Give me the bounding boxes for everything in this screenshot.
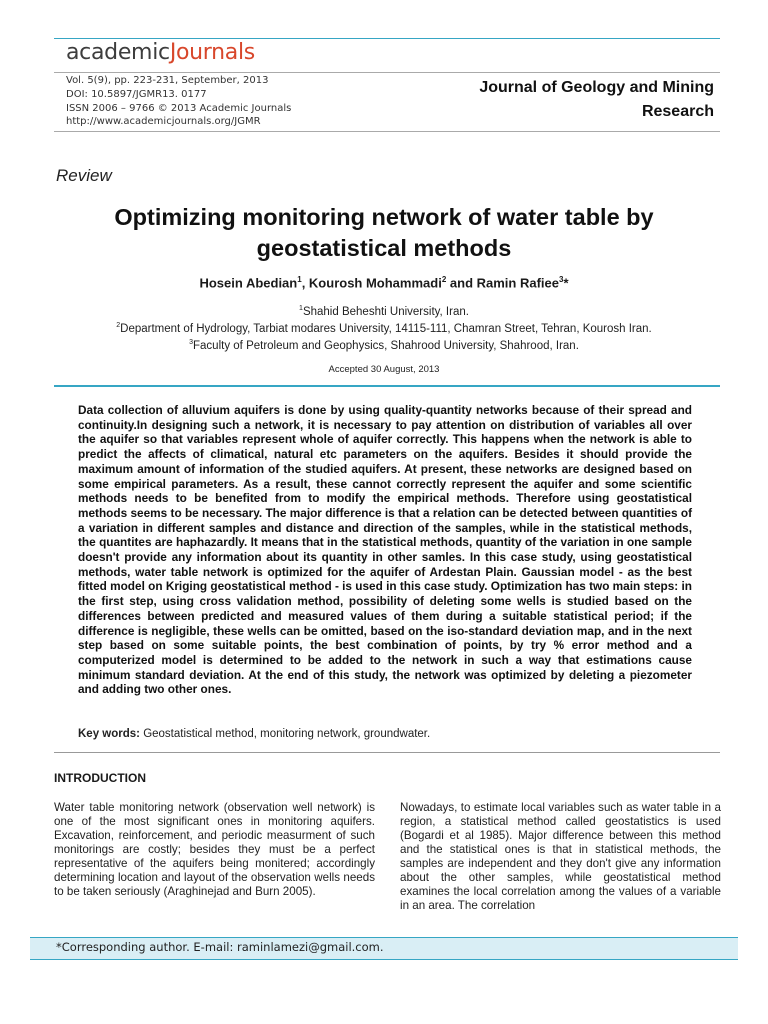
- intro-column-left: Water table monitoring network (observation well network) is one of the most significant ones in monitoring aquifers. Excavation, reinforcement, and periodic measurment of such monitorings are costly; besides they must be a perfect representative of the aquifers being monitered; accordingly determining location and layout of the observation wells needs to be taken seriously (Araghinejad and Burn 2005).: [54, 801, 375, 898]
- title-line1: Optimizing monitoring network of water table by: [114, 204, 654, 230]
- publication-meta: [66, 74, 291, 129]
- abstract: Data collection of alluvium aquifers is done by using quality-quantity networks because of their spread and continuity.In designing such a network, it is necessary to pay attention on distribution of variables all over the aquifer so that variables represent whole of aquifer correctly. This happens when the network is able to predict the affects of climatical, natural etc parameters on the aquifers. Besides it should provide the maximum amount of information of the studied aquifers. At present, these networks are designed based on some empirical parameters. As a result, these cannot correctly represent the aquifer and some scientific methods needs to be benefited from to modify the empirical methods. Therefore using geostatistical methods seems to be necessary. The major difference is that a relation can be detected between quantities of a variation in different samples and distance and direction of the samples, while in the statistical methods, the quantites are haphazardly. It means that in the statistical methods, quantity of the variation in one sample doesn't provide any information about its quantity in other samles. In this case study, using geostatistical methods, water table network is optimized for the aquifer of Ardestan Plain. Gaussian model - as the best fitted model on Kriging geostatistical method - is used in this case study. Optimization has two main steps: in the first step, using cross validation method, possibility of deleting some wells is studied based on the differences between predicted and measured values of them during a suitable statistical period; if the difference is negligible, these wells can be omitted, based on the iso-standard deviation map, and in the next step based on some suitable points, the best combination of points, by try % error method and a computerized model is determined to be added to the network in such a way that estimations cause minimum standard deviation. At the end of this study, the network was optimized by deleting a piezometer and adding two other ones.: [78, 403, 692, 697]
- author-sep-1: ,: [301, 275, 309, 291]
- keywords-text: Geostatistical method, monitoring network, groundwater.: [140, 728, 431, 740]
- article-title: [40, 202, 728, 264]
- article-type: Review: [56, 166, 112, 185]
- logo-part-journals: Journals: [169, 40, 255, 65]
- affiliation-1-sup: 1: [299, 305, 303, 312]
- affiliation-3-sup: 3: [189, 339, 194, 346]
- title-line2: geostatistical methods: [256, 235, 512, 261]
- keywords: [78, 728, 692, 740]
- affiliation-2: [40, 322, 728, 335]
- affiliation-1: [40, 305, 728, 318]
- author-2: Kourosh Mohammadi: [308, 275, 442, 291]
- author-2-sup: 2: [441, 275, 447, 284]
- affiliation-2-sup: 2: [116, 322, 121, 329]
- author-1-sup: 1: [297, 275, 302, 284]
- meta-issn: ISSN 2006 – 9766 © 2013 Academic Journals: [66, 102, 292, 114]
- accepted-date: Accepted 30 August, 2013: [328, 364, 440, 375]
- top-rule: [54, 38, 720, 39]
- author-1: Hosein Abedian: [199, 275, 298, 291]
- logo-part-academic: academic: [66, 40, 170, 65]
- affiliation-1-text: Shahid Beheshti University, Iran.: [302, 305, 469, 318]
- author-3: Ramin Rafiee: [476, 275, 559, 291]
- affiliation-3-text: Faculty of Petroleum and Geophysics, Shahrood University, Shahrood, Iran.: [193, 339, 579, 352]
- affiliation-2-text: Department of Hydrology, Tarbiat modares University, 14115-111, Chamran Street, Tehran, Kourosh Iran.: [120, 322, 652, 335]
- journal-name: [394, 76, 714, 124]
- intro-column-right: Nowadays, to estimate local variables such as water table in a region, a statistical method called geostatistics is used (Bogardi et al 1985). Major difference between this method and the statistical ones is that in statistical methods, the samples are independent and they don't give any information about the other samples, while geostatistical method examines the local correlation among the values of a variable in an area. The correlation: [400, 801, 721, 912]
- keywords-rule: [54, 752, 720, 753]
- meta-doi: DOI: 10.5897/JGMR13. 0177: [66, 88, 207, 100]
- journal-name-line2: Research: [641, 103, 714, 120]
- author-sep-2: and: [446, 275, 477, 291]
- corresponding-author-note: *Corresponding author. E-mail: raminlamezi@gmail.com.: [56, 940, 384, 954]
- corresponding-star: *: [563, 275, 569, 291]
- author-list: [40, 275, 728, 290]
- meta-volume: Vol. 5(9), pp. 223-231, September, 2013: [66, 75, 269, 86]
- introduction-heading: INTRODUCTION: [54, 771, 146, 785]
- meta-url: http://www.academicjournals.org/JGMR: [66, 116, 261, 128]
- affiliation-3: [40, 339, 728, 352]
- author-3-sup: 3: [559, 275, 564, 284]
- abstract-rule: [54, 385, 720, 387]
- keywords-label: Key words:: [78, 728, 140, 740]
- journal-name-line1: Journal of Geology and Mining: [479, 79, 714, 96]
- publisher-logo: [66, 40, 255, 65]
